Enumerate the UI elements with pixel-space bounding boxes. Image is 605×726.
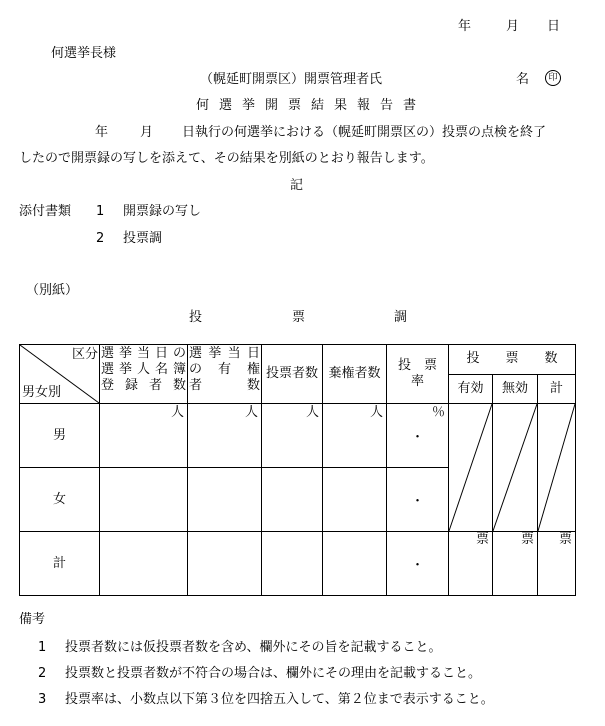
cell-abstain-male [323, 404, 387, 468]
col-invalid-header [493, 374, 538, 404]
col-votes-header [449, 345, 576, 375]
seal-mark: 印 [545, 70, 561, 86]
cell-voters-total [262, 532, 323, 596]
corner-cell [20, 345, 100, 404]
cell-registered-male [100, 404, 188, 468]
col-invalid-label: 無効 [501, 380, 528, 396]
note-text-2: 投票数と投票者数が不符合の場合は、欄外にその理由を記載すること。 [65, 666, 482, 681]
note-text-3: 投票率は、小数点以下第３位を四捨五入して、第２位まで表示すること。 [65, 692, 494, 707]
cell-registered-total [100, 532, 188, 596]
cell-voters-female [262, 468, 323, 532]
table-title-2: 票 [292, 310, 306, 325]
unit-vote: 票 [475, 532, 489, 547]
table-title-3: 調 [394, 310, 408, 325]
col-eligible-header [188, 345, 262, 404]
row-label-female [20, 468, 100, 532]
row-label-total-text: 計 [52, 555, 66, 571]
col-votes-label: 投 票 数 [466, 351, 558, 367]
row-label-total [20, 532, 100, 596]
body-year: 年 [95, 125, 109, 140]
rate-decimal-dot: ・ [410, 558, 425, 573]
date-day: 日 [547, 19, 561, 34]
total-slash [538, 404, 575, 531]
rate-decimal-dot: ・ [410, 430, 425, 445]
table-title-1: 投 [189, 310, 203, 325]
note-num-2: 2 [38, 666, 47, 681]
valid-slash [449, 404, 492, 531]
attachment-num-2: 2 [96, 231, 105, 246]
cell-registered-female [100, 468, 188, 532]
col-rate-header [387, 345, 449, 404]
col-valid-header [449, 374, 493, 404]
cell-sum-total [538, 532, 576, 596]
notes-label: 備考 [19, 612, 46, 627]
col-abstain-label: 棄権者数 [328, 366, 381, 381]
col-rate-label: 投 票 率 [397, 358, 451, 389]
col-eligible-line1: 選挙当日 [189, 346, 260, 361]
cell-rate-total [387, 532, 449, 596]
cell-invalid-diagonal [493, 404, 538, 532]
ki-mark: 記 [290, 178, 304, 193]
addressee: 何選挙長様 [51, 46, 117, 61]
col-registered-line1: 選挙当日の [101, 346, 186, 361]
row-label-male [20, 404, 100, 468]
annex-label: （別紙） [26, 283, 79, 298]
col-abstain-header [323, 345, 387, 404]
col-registered-line2: 選挙人名簿 [101, 362, 186, 377]
vote-table [19, 344, 576, 596]
note-text-1: 投票者数には仮投票者数を含め、欄外にその旨を記載すること。 [65, 640, 442, 655]
unit-vote: 票 [558, 532, 572, 547]
col-total-header [538, 374, 576, 404]
col-total-label: 計 [549, 380, 563, 396]
attachment-text-2: 投票調 [123, 231, 163, 246]
table-row-male [20, 404, 576, 468]
note-num-3: 3 [38, 692, 47, 707]
col-eligible-line2: の 有 権 [189, 362, 260, 377]
cell-invalid-total [493, 532, 538, 596]
cell-valid-total [449, 532, 493, 596]
invalid-slash [493, 404, 537, 531]
col-voters-label: 投票者数 [265, 366, 318, 381]
unit-person: 人 [170, 405, 184, 420]
sender-name-label: 名 [516, 72, 530, 87]
sender-org: （幌延町開票区）開票管理者氏 [200, 72, 383, 87]
unit-person: 人 [305, 405, 319, 420]
cell-abstain-female [323, 468, 387, 532]
cell-eligible-male [188, 404, 262, 468]
cell-eligible-female [188, 468, 262, 532]
unit-percent: ％ [431, 405, 445, 420]
document-title: 何選挙開票結果報告書 [196, 98, 427, 113]
unit-vote: 票 [520, 532, 534, 547]
col-eligible-line3: 者 数 [189, 378, 260, 393]
col-valid-label: 有効 [457, 380, 484, 396]
cell-eligible-total [188, 532, 262, 596]
note-num-1: 1 [38, 640, 47, 655]
cell-valid-diagonal [449, 404, 493, 532]
cell-abstain-total [323, 532, 387, 596]
col-registered-header [100, 345, 188, 404]
cell-rate-male [387, 404, 449, 468]
rate-decimal-dot: ・ [410, 494, 425, 509]
cell-rate-female [387, 468, 449, 532]
row-label-female-text: 女 [52, 491, 66, 507]
body-month: 月 [140, 125, 154, 140]
attachment-num-1: 1 [96, 204, 105, 219]
date-year: 年 [458, 19, 472, 34]
col-voters-header [262, 345, 323, 404]
col-registered-line3: 登録者数 [101, 378, 186, 393]
unit-person: 人 [369, 405, 383, 420]
unit-person: 人 [244, 405, 258, 420]
row-label-male-text: 男 [52, 427, 66, 443]
attachments-label: 添付書類 [19, 204, 72, 219]
corner-bottom-label: 男女別 [22, 385, 62, 400]
cell-total-diagonal [538, 404, 576, 532]
cell-voters-male [262, 404, 323, 468]
table-row-total [20, 532, 576, 596]
date-month: 月 [506, 19, 520, 34]
body-line2: したので開票録の写しを添えて、その結果を別紙のとおり報告します。 [19, 151, 434, 166]
attachment-text-1: 開票録の写し [123, 204, 202, 219]
body-line1: 日執行の何選挙における（幌延町開票区の）投票の点検を終了 [182, 125, 547, 140]
corner-top-label: 区分 [71, 347, 98, 362]
